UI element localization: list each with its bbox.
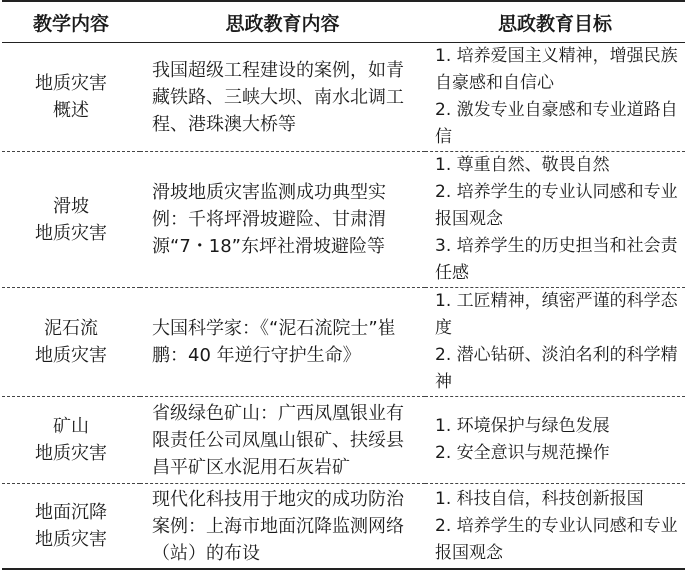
header-row [2,1,685,43]
header-ideological-content: 思政教育内容 [140,1,425,43]
table-body [2,43,685,570]
topic-line: 地质灾害 [35,222,107,244]
content-cell: 滑坡地质灾害监测成功典型实例：千将坪滑坡避险、甘肃渭源“7・18”东坪社滑坡避险等 [140,152,425,288]
content-cell: 省级绿色矿山：广西凤凰银业有限责任公司凤凰山银矿、扶绥县昌平矿区水泥用石灰岩矿 [140,397,425,484]
topic-cell [2,43,140,152]
goal-item: 1. 培养爱国主义精神，增强民族自豪感和自信心 [435,46,678,93]
goal-item: 1. 工匠精神，缜密严谨的科学态度 [435,291,678,338]
goal-item: 3. 培养学生的历史担当和社会责任感 [435,236,678,283]
goals-cell [425,288,685,397]
goals-cell [425,397,685,484]
topic-line: 地质灾害 [35,443,107,464]
content-cell: 大国科学家：《“泥石流院士”崔鹏：40 年逆行守护生命》 [140,288,425,397]
topic-line: 地质灾害 [35,529,107,550]
goal-item: 2. 安全意识与规范操作 [435,443,610,463]
goals-cell [425,43,685,152]
topic-line: 地面沉降 [35,502,107,523]
topic-line: 滑坡 [53,195,89,217]
goal-item: 2. 潜心钻研、淡泊名利的科学精神 [435,345,678,392]
goal-item: 1. 尊重自然、敬畏自然 [435,155,610,175]
table-row [2,43,685,152]
content-cell: 现代化科技用于地灾的成功防治案例：上海市地面沉降监测网络（站）的布设 [140,484,425,570]
topic-line: 泥石流 [44,318,98,339]
table-row [2,484,685,570]
topic-line: 地质灾害 [35,73,107,94]
curriculum-table [2,0,685,570]
table-row [2,397,685,484]
goals-cell [425,484,685,570]
content-cell: 我国超级工程建设的案例，如青藏铁路、三峡大坝、南水北调工程、港珠澳大桥等 [140,43,425,152]
table-row [2,152,685,288]
topic-cell [2,397,140,484]
topic-line: 概述 [53,100,89,121]
topic-cell [2,288,140,397]
goal-item: 1. 环境保护与绿色发展 [435,416,610,436]
topic-line: 矿山 [53,416,89,437]
header-teaching-content: 教学内容 [2,1,140,43]
goals-cell [425,152,685,288]
goal-item: 2. 培养学生的专业认同感和专业报国观念 [435,515,678,563]
topic-cell [2,484,140,570]
table-header [2,1,685,43]
goal-item: 2. 激发专业自豪感和专业道路自信 [435,100,678,147]
topic-line: 地质灾害 [35,345,107,366]
topic-cell [2,152,140,288]
goal-item: 1. 科技自信，科技创新报国 [435,488,644,509]
goal-item: 2. 培养学生的专业认同感和专业报国观念 [435,182,678,229]
header-ideological-goals: 思政教育目标 [425,1,685,43]
table-row [2,288,685,397]
